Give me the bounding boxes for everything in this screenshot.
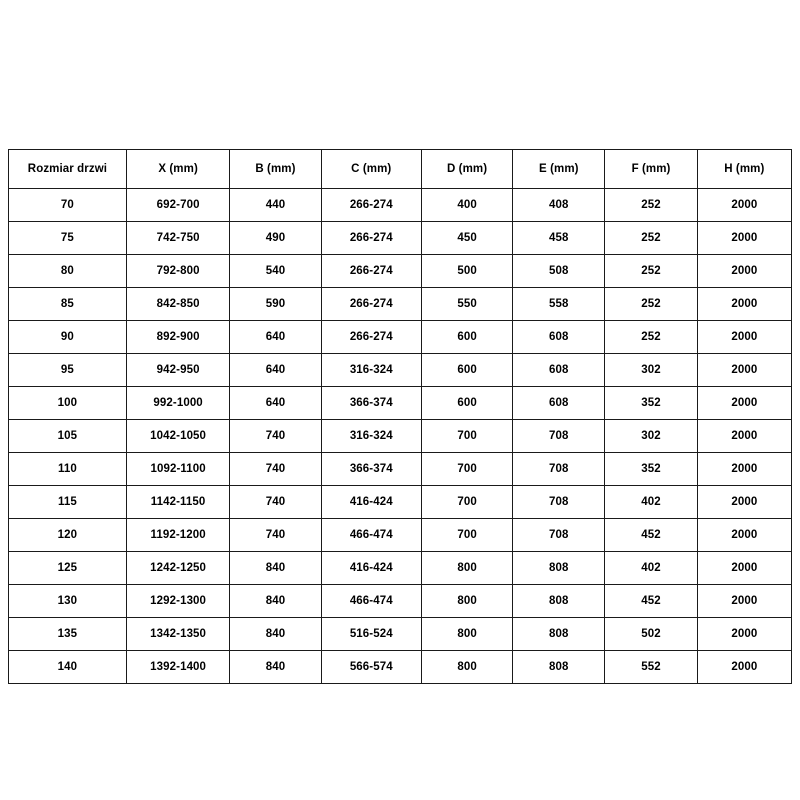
table-row bbox=[9, 618, 792, 651]
cell-b: 640 bbox=[230, 354, 321, 387]
cell-d: 700 bbox=[421, 486, 512, 519]
cell-e: 708 bbox=[513, 486, 605, 519]
cell-b: 840 bbox=[230, 618, 321, 651]
table-row bbox=[9, 420, 792, 453]
cell-x: 942-950 bbox=[126, 354, 230, 387]
cell-d: 800 bbox=[421, 552, 512, 585]
cell-f: 352 bbox=[605, 453, 697, 486]
cell-h: 2000 bbox=[697, 420, 791, 453]
cell-h: 2000 bbox=[697, 255, 791, 288]
cell-e: 808 bbox=[513, 552, 605, 585]
cell-f: 452 bbox=[605, 585, 697, 618]
cell-f: 352 bbox=[605, 387, 697, 420]
cell-f: 552 bbox=[605, 651, 697, 684]
table-row bbox=[9, 519, 792, 552]
cell-e: 508 bbox=[513, 255, 605, 288]
cell-f: 302 bbox=[605, 420, 697, 453]
cell-e: 608 bbox=[513, 354, 605, 387]
cell-h: 2000 bbox=[697, 453, 791, 486]
table-row bbox=[9, 585, 792, 618]
cell-d: 600 bbox=[421, 321, 512, 354]
cell-rozmiar-drzwi: 70 bbox=[9, 189, 127, 222]
cell-rozmiar-drzwi: 115 bbox=[9, 486, 127, 519]
cell-x: 1342-1350 bbox=[126, 618, 230, 651]
table-row bbox=[9, 189, 792, 222]
cell-e: 558 bbox=[513, 288, 605, 321]
cell-d: 450 bbox=[421, 222, 512, 255]
table-row bbox=[9, 288, 792, 321]
cell-h: 2000 bbox=[697, 651, 791, 684]
cell-h: 2000 bbox=[697, 189, 791, 222]
cell-h: 2000 bbox=[697, 585, 791, 618]
cell-d: 600 bbox=[421, 354, 512, 387]
cell-b: 590 bbox=[230, 288, 321, 321]
column-header-b: B (mm) bbox=[230, 150, 321, 189]
cell-e: 408 bbox=[513, 189, 605, 222]
column-header-f: F (mm) bbox=[605, 150, 697, 189]
table-row bbox=[9, 453, 792, 486]
cell-rozmiar-drzwi: 80 bbox=[9, 255, 127, 288]
column-header-c: C (mm) bbox=[321, 150, 421, 189]
cell-b: 640 bbox=[230, 321, 321, 354]
cell-rozmiar-drzwi: 90 bbox=[9, 321, 127, 354]
cell-rozmiar-drzwi: 120 bbox=[9, 519, 127, 552]
cell-h: 2000 bbox=[697, 552, 791, 585]
cell-h: 2000 bbox=[697, 354, 791, 387]
table-row bbox=[9, 486, 792, 519]
cell-b: 490 bbox=[230, 222, 321, 255]
cell-f: 402 bbox=[605, 486, 697, 519]
cell-x: 1192-1200 bbox=[126, 519, 230, 552]
cell-rozmiar-drzwi: 130 bbox=[9, 585, 127, 618]
size-table-container bbox=[8, 149, 792, 684]
cell-x: 1392-1400 bbox=[126, 651, 230, 684]
cell-d: 700 bbox=[421, 453, 512, 486]
cell-h: 2000 bbox=[697, 519, 791, 552]
cell-e: 808 bbox=[513, 618, 605, 651]
cell-f: 252 bbox=[605, 321, 697, 354]
cell-rozmiar-drzwi: 75 bbox=[9, 222, 127, 255]
cell-b: 740 bbox=[230, 453, 321, 486]
cell-x: 1042-1050 bbox=[126, 420, 230, 453]
cell-x: 1242-1250 bbox=[126, 552, 230, 585]
cell-c: 466-474 bbox=[321, 585, 421, 618]
cell-rozmiar-drzwi: 85 bbox=[9, 288, 127, 321]
cell-b: 840 bbox=[230, 552, 321, 585]
cell-e: 708 bbox=[513, 420, 605, 453]
cell-x: 1092-1100 bbox=[126, 453, 230, 486]
cell-d: 700 bbox=[421, 420, 512, 453]
cell-c: 516-524 bbox=[321, 618, 421, 651]
cell-h: 2000 bbox=[697, 486, 791, 519]
cell-x: 892-900 bbox=[126, 321, 230, 354]
cell-c: 266-274 bbox=[321, 288, 421, 321]
cell-c: 416-424 bbox=[321, 552, 421, 585]
cell-x: 742-750 bbox=[126, 222, 230, 255]
cell-rozmiar-drzwi: 135 bbox=[9, 618, 127, 651]
cell-c: 266-274 bbox=[321, 222, 421, 255]
table-row bbox=[9, 387, 792, 420]
cell-x: 1292-1300 bbox=[126, 585, 230, 618]
table-row bbox=[9, 552, 792, 585]
cell-f: 502 bbox=[605, 618, 697, 651]
cell-e: 708 bbox=[513, 453, 605, 486]
cell-b: 840 bbox=[230, 651, 321, 684]
cell-e: 608 bbox=[513, 387, 605, 420]
table-row bbox=[9, 651, 792, 684]
table-row bbox=[9, 222, 792, 255]
table-row bbox=[9, 255, 792, 288]
cell-d: 500 bbox=[421, 255, 512, 288]
cell-c: 416-424 bbox=[321, 486, 421, 519]
cell-rozmiar-drzwi: 95 bbox=[9, 354, 127, 387]
cell-e: 458 bbox=[513, 222, 605, 255]
cell-d: 550 bbox=[421, 288, 512, 321]
cell-x: 992-1000 bbox=[126, 387, 230, 420]
cell-x: 842-850 bbox=[126, 288, 230, 321]
cell-h: 2000 bbox=[697, 387, 791, 420]
cell-b: 740 bbox=[230, 519, 321, 552]
cell-f: 452 bbox=[605, 519, 697, 552]
cell-h: 2000 bbox=[697, 321, 791, 354]
cell-e: 608 bbox=[513, 321, 605, 354]
door-size-table bbox=[8, 149, 792, 684]
cell-d: 800 bbox=[421, 618, 512, 651]
cell-b: 440 bbox=[230, 189, 321, 222]
cell-h: 2000 bbox=[697, 288, 791, 321]
cell-e: 808 bbox=[513, 585, 605, 618]
cell-rozmiar-drzwi: 105 bbox=[9, 420, 127, 453]
cell-c: 316-324 bbox=[321, 420, 421, 453]
cell-x: 792-800 bbox=[126, 255, 230, 288]
cell-d: 700 bbox=[421, 519, 512, 552]
table-row bbox=[9, 321, 792, 354]
cell-x: 692-700 bbox=[126, 189, 230, 222]
cell-c: 316-324 bbox=[321, 354, 421, 387]
column-header-e: E (mm) bbox=[513, 150, 605, 189]
cell-rozmiar-drzwi: 100 bbox=[9, 387, 127, 420]
cell-b: 740 bbox=[230, 486, 321, 519]
cell-x: 1142-1150 bbox=[126, 486, 230, 519]
cell-h: 2000 bbox=[697, 222, 791, 255]
cell-c: 266-274 bbox=[321, 189, 421, 222]
cell-f: 302 bbox=[605, 354, 697, 387]
cell-rozmiar-drzwi: 140 bbox=[9, 651, 127, 684]
cell-d: 400 bbox=[421, 189, 512, 222]
table-header-row bbox=[9, 150, 792, 189]
cell-f: 252 bbox=[605, 288, 697, 321]
table-row bbox=[9, 354, 792, 387]
cell-b: 840 bbox=[230, 585, 321, 618]
cell-c: 366-374 bbox=[321, 387, 421, 420]
cell-c: 266-274 bbox=[321, 321, 421, 354]
cell-b: 640 bbox=[230, 387, 321, 420]
cell-f: 402 bbox=[605, 552, 697, 585]
cell-rozmiar-drzwi: 125 bbox=[9, 552, 127, 585]
cell-h: 2000 bbox=[697, 618, 791, 651]
cell-f: 252 bbox=[605, 255, 697, 288]
cell-b: 740 bbox=[230, 420, 321, 453]
cell-c: 466-474 bbox=[321, 519, 421, 552]
cell-c: 366-374 bbox=[321, 453, 421, 486]
cell-d: 800 bbox=[421, 651, 512, 684]
cell-d: 800 bbox=[421, 585, 512, 618]
cell-e: 708 bbox=[513, 519, 605, 552]
column-header-h: H (mm) bbox=[697, 150, 791, 189]
cell-c: 266-274 bbox=[321, 255, 421, 288]
column-header-rozmiar-drzwi: Rozmiar drzwi bbox=[9, 150, 127, 189]
cell-d: 600 bbox=[421, 387, 512, 420]
column-header-d: D (mm) bbox=[421, 150, 512, 189]
cell-e: 808 bbox=[513, 651, 605, 684]
cell-f: 252 bbox=[605, 189, 697, 222]
cell-c: 566-574 bbox=[321, 651, 421, 684]
cell-f: 252 bbox=[605, 222, 697, 255]
column-header-x: X (mm) bbox=[126, 150, 230, 189]
cell-b: 540 bbox=[230, 255, 321, 288]
cell-rozmiar-drzwi: 110 bbox=[9, 453, 127, 486]
